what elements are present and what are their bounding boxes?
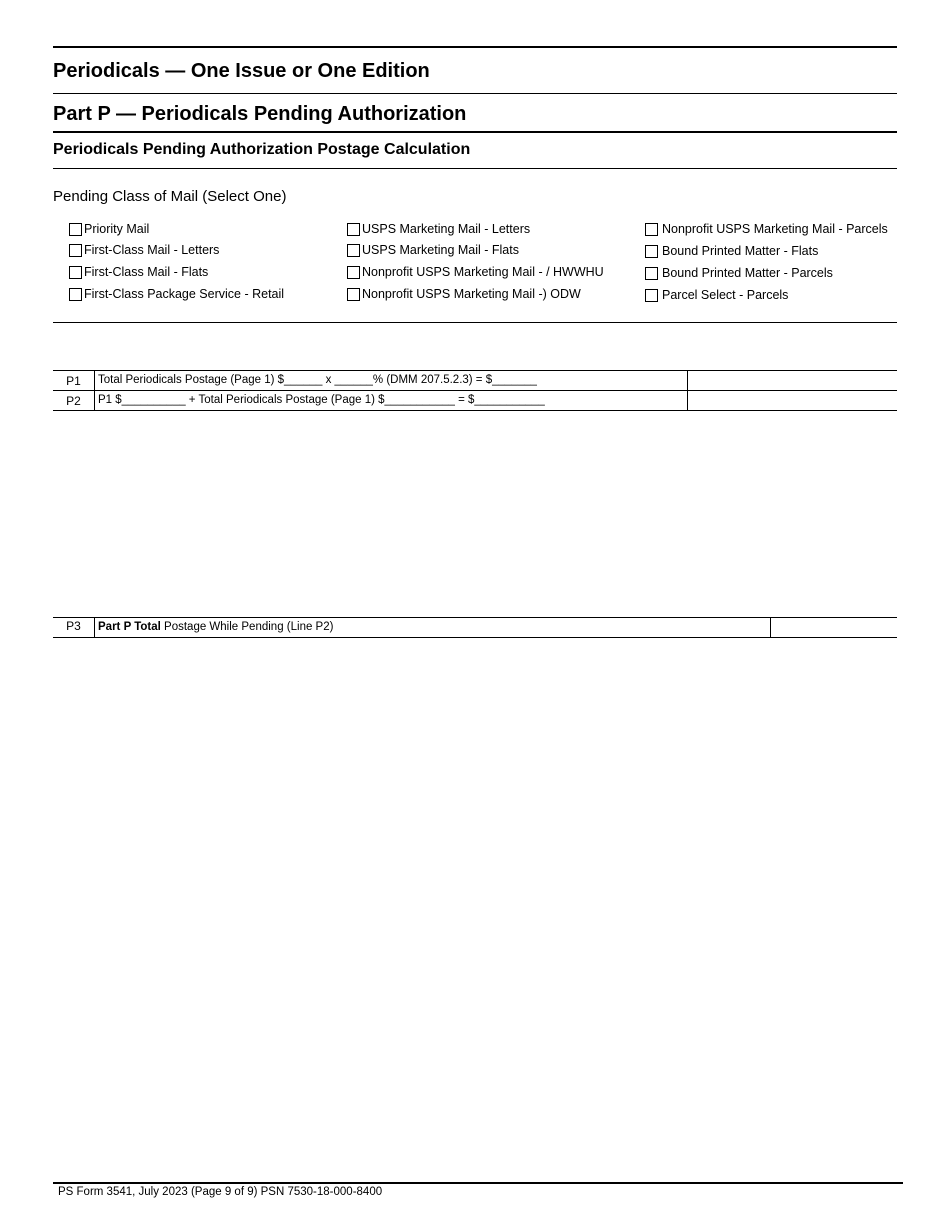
checkbox-usps-marketing-letters[interactable] [347,221,530,237]
checkbox-label: USPS Marketing Mail - Letters [362,222,531,236]
checkbox-box[interactable] [347,266,360,279]
checkbox-label: Parcel Select - Parcels [662,288,789,302]
rule-under-section-title [53,93,897,94]
checkbox-box[interactable] [69,223,82,236]
subsection-title: Periodicals Pending Authorization Postage Calculation [53,141,471,158]
calc-row-p2 [53,391,897,411]
checkbox-first-class-package-retail[interactable] [69,286,284,302]
checkbox-label: First-Class Mail - Flats [84,265,209,279]
checkbox-label: Nonprofit USPS Marketing Mail - / HWWHU [362,265,604,279]
section-title: Periodicals — One Issue or One Edition [53,60,430,82]
checkbox-box[interactable] [645,223,658,236]
checkbox-priority-mail[interactable] [69,221,149,237]
line-number: P1 [53,371,95,390]
checkbox-box[interactable] [347,244,360,257]
checkbox-nonprofit-marketing-parcels[interactable] [645,221,888,237]
checkbox-label: USPS Marketing Mail - Flats [362,243,519,257]
total-bold-label: Part P Total [98,621,161,633]
part-title: Part P — Periodicals Pending Authorization [53,103,467,125]
checkbox-label: Nonprofit USPS Marketing Mail - Parcels [662,222,888,236]
checkbox-first-class-flats[interactable] [69,264,208,280]
total-row-p3 [53,617,897,638]
line-description: P1 $__________ + Total Periodicals Postage (Page 1) $___________ = $___________ [98,394,545,406]
calc-row-p1 [53,370,897,391]
pending-class-label: Pending Class of Mail (Select One) [53,188,287,205]
rule-under-part-title [53,131,897,133]
checkbox-nonprofit-marketing-flats[interactable] [347,286,581,302]
amount-field-p3[interactable] [770,618,897,637]
checkbox-box[interactable] [645,245,658,258]
line-number: P2 [53,391,95,410]
checkbox-box[interactable] [69,244,82,257]
checkbox-nonprofit-marketing-letters[interactable] [347,264,604,280]
checkbox-box[interactable] [645,267,658,280]
line-description [98,618,333,637]
checkbox-label: Priority Mail [84,222,150,236]
form-footer: PS Form 3541, July 2023 (Page 9 of 9) PSN 7530-18-000-8400 [58,1186,383,1198]
amount-field-p1[interactable] [687,371,897,390]
rule-under-pending-class [53,322,897,323]
top-rule [53,46,897,48]
footer-rule [53,1182,903,1184]
checkbox-box[interactable] [347,288,360,301]
checkbox-bound-printed-flats[interactable] [645,243,818,259]
checkbox-first-class-letters[interactable] [69,242,219,258]
checkbox-box[interactable] [645,289,658,302]
line-description: Total Periodicals Postage (Page 1) $______ x ______% (DMM 207.5.2.3) = $_______ [98,374,537,386]
rule-under-subsection-title [53,168,897,169]
total-label-rest: Postage While Pending (Line P2) [160,621,334,633]
checkbox-usps-marketing-flats[interactable] [347,242,519,258]
checkbox-box[interactable] [347,223,360,236]
checkbox-parcel-select-parcels[interactable] [645,287,788,303]
checkbox-bound-printed-parcels[interactable] [645,265,833,281]
checkbox-box[interactable] [69,288,82,301]
checkbox-label: First-Class Mail - Letters [84,243,220,257]
amount-field-p2[interactable] [687,391,897,410]
checkbox-label: Nonprofit USPS Marketing Mail -) ODW [362,287,581,301]
checkbox-label: Bound Printed Matter - Flats [662,244,819,258]
line-number: P3 [53,618,95,637]
checkbox-label: First-Class Package Service - Retail [84,287,285,301]
checkbox-box[interactable] [69,266,82,279]
checkbox-label: Bound Printed Matter - Parcels [662,266,833,280]
